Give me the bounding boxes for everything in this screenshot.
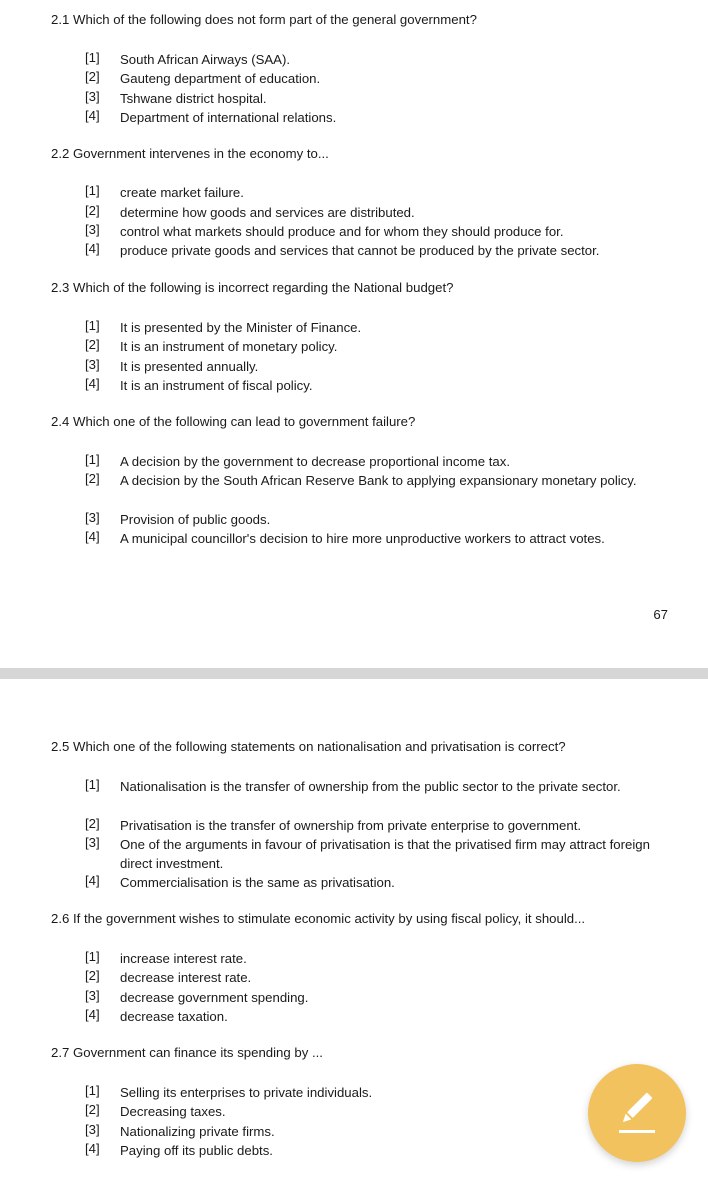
page-divider: [0, 668, 708, 679]
option-number: [4]: [85, 1141, 100, 1156]
option-number: [4]: [85, 1007, 100, 1022]
option-number: [3]: [85, 1122, 100, 1137]
option-text: Selling its enterprises to private individuals.: [120, 1085, 373, 1100]
option-text: determine how goods and services are distributed.: [120, 205, 415, 220]
option-number: [2]: [85, 816, 100, 831]
option-number: [1]: [85, 452, 100, 467]
option-number: [3]: [85, 835, 100, 850]
option-number: [3]: [85, 357, 100, 372]
option-text: produce private goods and services that cannot be produced by the private sector.: [120, 243, 600, 258]
option-number: [4]: [85, 376, 100, 391]
option-text: It is an instrument of monetary policy.: [120, 339, 338, 354]
option-text: increase interest rate.: [120, 951, 247, 966]
option-number: [4]: [85, 873, 100, 888]
option-text: It is an instrument of fiscal policy.: [120, 378, 313, 393]
pencil-icon: [617, 1090, 657, 1136]
page-number: 67: [653, 607, 668, 622]
question-title: 2.7 Government can finance its spending by ...: [51, 1045, 323, 1060]
option-text: decrease interest rate.: [120, 970, 252, 985]
option-text: A municipal councillor's decision to hire more unproductive workers to attract votes.: [120, 531, 605, 546]
option-text: It is presented by the Minister of Finance.: [120, 320, 362, 335]
option-text: A decision by the government to decrease proportional income tax.: [120, 454, 510, 469]
option-number: [3]: [85, 510, 100, 525]
option-number: [2]: [85, 337, 100, 352]
option-number: [1]: [85, 183, 100, 198]
option-number: [1]: [85, 50, 100, 65]
option-number: [2]: [85, 1102, 100, 1117]
option-text: Tshwane district hospital.: [120, 91, 267, 106]
option-text: decrease government spending.: [120, 990, 309, 1005]
option-number: [2]: [85, 203, 100, 218]
question-title: 2.3 Which of the following is incorrect regarding the National budget?: [51, 280, 454, 295]
option-text: It is presented annually.: [120, 359, 259, 374]
option-text: One of the arguments in favour of privatisation is that the privatised firm may attract foreign direct investment.: [120, 837, 650, 871]
option-text: Nationalizing private firms.: [120, 1124, 275, 1139]
option-number: [1]: [85, 1083, 100, 1098]
option-number: [2]: [85, 69, 100, 84]
option-text: create market failure.: [120, 185, 244, 200]
option-number: [1]: [85, 949, 100, 964]
option-text: South African Airways (SAA).: [120, 52, 291, 67]
option-number: [3]: [85, 89, 100, 104]
option-text: Gauteng department of education.: [120, 71, 321, 86]
option-text: Nationalisation is the transfer of ownership from the public sector to the private sector.: [120, 779, 621, 794]
option-text: A decision by the South African Reserve Bank to applying expansionary monetary policy.: [120, 473, 637, 488]
question-title: 2.5 Which one of the following statements on nationalisation and privatisation is correct?: [51, 739, 566, 754]
option-number: [4]: [85, 108, 100, 123]
question-title: 2.4 Which one of the following can lead to government failure?: [51, 414, 416, 429]
option-number: [2]: [85, 968, 100, 983]
question-title: 2.2 Government intervenes in the economy to...: [51, 146, 329, 161]
option-text: decrease taxation.: [120, 1009, 228, 1024]
question-title: 2.1 Which of the following does not form part of the general government?: [51, 12, 477, 27]
option-text: Department of international relations.: [120, 110, 337, 125]
option-text: Provision of public goods.: [120, 512, 271, 527]
option-number: [4]: [85, 241, 100, 256]
option-number: [2]: [85, 471, 100, 486]
question-title: 2.6 If the government wishes to stimulate economic activity by using fiscal policy, it should...: [51, 911, 586, 926]
option-number: [1]: [85, 318, 100, 333]
option-text: Commercialisation is the same as privatisation.: [120, 875, 395, 890]
option-text: Paying off its public debts.: [120, 1143, 273, 1158]
option-text: Decreasing taxes.: [120, 1104, 226, 1119]
option-number: [4]: [85, 529, 100, 544]
option-text: Privatisation is the transfer of ownership from private enterprise to government.: [120, 818, 582, 833]
option-text: control what markets should produce and for whom they should produce for.: [120, 224, 564, 239]
option-number: [3]: [85, 988, 100, 1003]
edit-fab-button[interactable]: [588, 1064, 686, 1162]
option-number: [1]: [85, 777, 100, 792]
option-number: [3]: [85, 222, 100, 237]
